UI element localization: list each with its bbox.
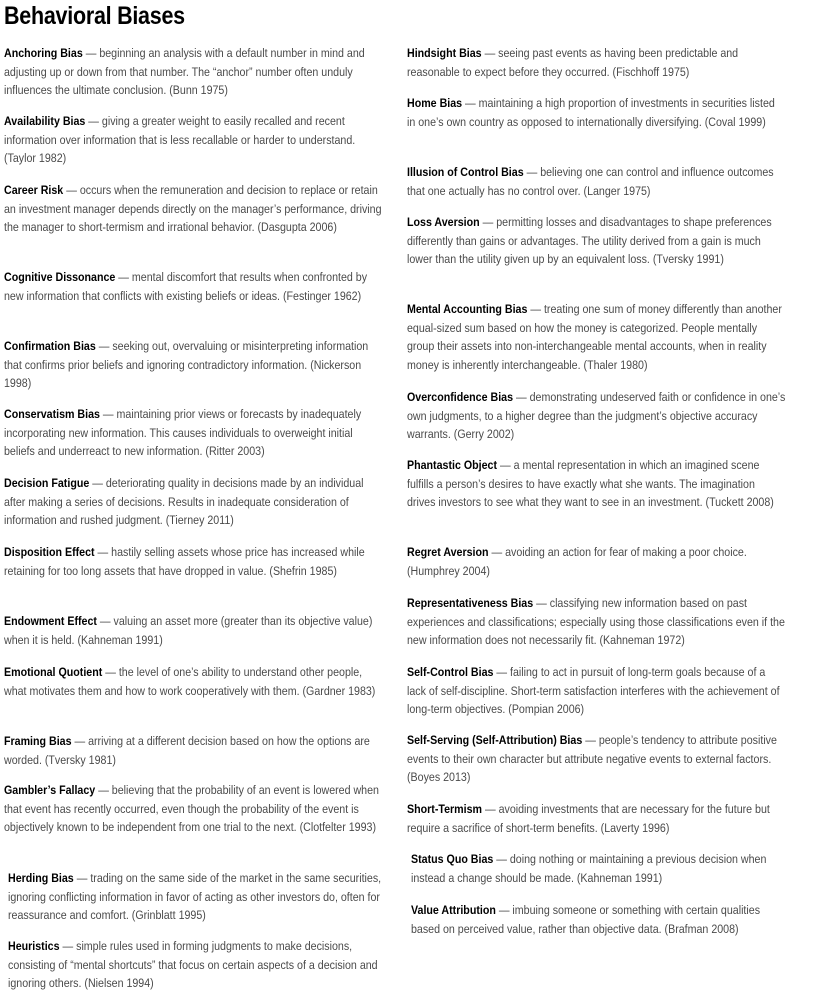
glossary-definition: — imbuing someone or something with certain qualities based on perceived value, rather than objective data. (Brafman 2008) bbox=[411, 903, 761, 936]
glossary-definition: — avoiding investments that are necessary for the future but require a sacrifice of short-term benefits. (Laverty 1996) bbox=[407, 802, 770, 835]
glossary-term: Anchoring Bias bbox=[4, 46, 83, 60]
glossary-entry bbox=[407, 543, 785, 580]
glossary-entry bbox=[4, 612, 382, 649]
glossary-term: Short-Termism bbox=[407, 802, 483, 816]
glossary-term: Illusion of Control Bias bbox=[407, 165, 524, 179]
glossary-definition: — the level of one’s ability to understand other people, what motivates them and how to work cooperatively with them. (Gardner 1983) bbox=[4, 665, 376, 698]
glossary-term: Status Quo Bias bbox=[411, 852, 494, 866]
glossary-entry bbox=[8, 869, 386, 925]
glossary-entry bbox=[8, 937, 386, 993]
glossary-definition: — people’s tendency to attribute positive events to their own character but attribute negative events to external factors. (Boyes 2013) bbox=[407, 733, 777, 785]
glossary-term: Career Risk bbox=[4, 183, 64, 197]
glossary-term: Cognitive Dissonance bbox=[4, 270, 116, 284]
glossary-definition: — mental discomfort that results when confronted by new information that conflicts with existing beliefs or ideas. (Festinger 1962) bbox=[4, 270, 368, 303]
glossary-entry bbox=[407, 594, 785, 650]
glossary-definition: — classifying new information based on past experiences and classifications; especially using those classifications even if the new information does not necessarily fit. (Kahneman 1972) bbox=[407, 596, 785, 648]
glossary-term: Disposition Effect bbox=[4, 545, 95, 559]
glossary-entry bbox=[4, 405, 382, 461]
glossary-definition: — believing that the probability of an event is lowered when that event has recently occurred, even though the probability of the event is objectively known to be independent from one trial to the next. (Clotfelter 1993) bbox=[4, 783, 379, 835]
glossary-definition: — valuing an asset more (greater than its objective value) when it is held. (Kahneman 1991) bbox=[4, 614, 373, 647]
glossary-entry bbox=[407, 731, 785, 787]
glossary-entry bbox=[4, 543, 382, 580]
page-title: Behavioral Biases bbox=[4, 2, 185, 30]
glossary-entry bbox=[407, 456, 785, 512]
glossary-term: Mental Accounting Bias bbox=[407, 302, 528, 316]
glossary-term: Decision Fatigue bbox=[4, 476, 90, 490]
glossary-entry bbox=[407, 663, 785, 719]
glossary-entry bbox=[411, 850, 789, 887]
glossary-definition: — maintaining prior views or forecasts by inadequately incorporating new information. This causes individuals to overweight initial beliefs and underreact to new information. (Ritter 2003) bbox=[4, 407, 362, 459]
glossary-definition: — doing nothing or maintaining a previous decision when instead a change should be made. (Kahneman 1991) bbox=[411, 852, 767, 885]
glossary-definition: — seeking out, overvaluing or misinterpreting information that confirms prior beliefs and ignoring contradictory information. (Nickerson 1998) bbox=[4, 339, 369, 391]
glossary-entry bbox=[407, 300, 785, 374]
glossary-term: Regret Aversion bbox=[407, 545, 489, 559]
glossary-term: Herding Bias bbox=[8, 871, 74, 885]
glossary-term: Representativeness Bias bbox=[407, 596, 534, 610]
glossary-entry bbox=[407, 800, 785, 837]
glossary-definition: — deteriorating quality in decisions made by an individual after making a series of decisions. Results in inadequate consideration of information and rushed judgment. (Tierney 2011) bbox=[4, 476, 364, 528]
glossary-term: Availability Bias bbox=[4, 114, 86, 128]
glossary-term: Home Bias bbox=[407, 96, 463, 110]
glossary-entry bbox=[4, 337, 382, 393]
glossary-definition: — failing to act in pursuit of long-term goals because of a lack of self-discipline. Short-term satisfaction interferes with the achievement of long-term objectives. (Pompian 2006) bbox=[407, 665, 780, 717]
glossary-entry bbox=[4, 181, 382, 237]
glossary-term: Loss Aversion bbox=[407, 215, 480, 229]
glossary-definition: — maintaining a high proportion of investments in securities listed in one’s own country as opposed to internationally diversifying. (Coval 1999) bbox=[407, 96, 775, 129]
glossary-term: Self-Serving (Self-Attribution) Bias bbox=[407, 733, 583, 747]
glossary-definition: — demonstrating undeserved faith or confidence in one’s own judgments, to a higher degree than the judgment’s objective accuracy warrants. (Gerry 2002) bbox=[407, 390, 786, 442]
glossary-term: Heuristics bbox=[8, 939, 60, 953]
glossary-entry bbox=[407, 94, 785, 131]
glossary-entry bbox=[407, 213, 785, 269]
glossary-entry bbox=[411, 901, 789, 938]
glossary-entry bbox=[407, 163, 785, 200]
glossary-definition: — giving a greater weight to easily recalled and recent information over information that is less recallable or harder to understand. (Taylor 1982) bbox=[4, 114, 356, 166]
glossary-definition: — permitting losses and disadvantages to shape preferences differently than gains or advantages. The utility derived from a gain is much lower than the utility given up by an equivalent loss. (Tversky 1991) bbox=[407, 215, 772, 267]
glossary-term: Emotional Quotient bbox=[4, 665, 103, 679]
glossary-term: Framing Bias bbox=[4, 734, 72, 748]
glossary-entry bbox=[407, 44, 785, 81]
glossary-term: Overconfidence Bias bbox=[407, 390, 514, 404]
glossary-entry bbox=[4, 474, 382, 530]
glossary-definition: — avoiding an action for fear of making a poor choice. (Humphrey 2004) bbox=[407, 545, 747, 578]
glossary-term: Conservatism Bias bbox=[4, 407, 100, 421]
glossary-entry bbox=[4, 268, 382, 305]
glossary-entry bbox=[4, 781, 382, 837]
glossary-definition: — a mental representation in which an imagined scene fulfills a person’s desires to have exactly what she wants. The imagination drives investors to see what they want to see in an investment. (Tuckett 2008) bbox=[407, 458, 774, 510]
glossary-definition: — occurs when the remuneration and decision to replace or retain an investment manager depends directly on the manager’s performance, driving the manager to short-termism and irrational behavior. (Dasgupta 2006) bbox=[4, 183, 382, 235]
glossary-term: Phantastic Object bbox=[407, 458, 498, 472]
glossary-term: Gambler’s Fallacy bbox=[4, 783, 96, 797]
glossary-entry bbox=[4, 732, 382, 769]
glossary-term: Hindsight Bias bbox=[407, 46, 482, 60]
glossary-definition: — seeing past events as having been predictable and reasonable to expect before they occurred. (Fischhoff 1975) bbox=[407, 46, 739, 79]
glossary-definition: — simple rules used in forming judgments to make decisions, consisting of “mental shortcuts” that focus on certain aspects of a decision and ignoring others. (Nielsen 1994) bbox=[8, 939, 378, 991]
glossary-term: Endowment Effect bbox=[4, 614, 97, 628]
glossary-entry bbox=[4, 112, 382, 168]
glossary-entry bbox=[4, 44, 382, 100]
glossary-definition: — arriving at a different decision based on how the options are worded. (Tversky 1981) bbox=[4, 734, 370, 767]
glossary-term: Value Attribution bbox=[411, 903, 496, 917]
glossary-definition: — hastily selling assets whose price has increased while retaining for too long assets that have dropped in value. (Shefrin 1985) bbox=[4, 545, 365, 578]
glossary-definition: — believing one can control and influence outcomes that one actually has no control over. (Langer 1975) bbox=[407, 165, 774, 198]
glossary-term: Self-Control Bias bbox=[407, 665, 494, 679]
glossary-entry bbox=[4, 663, 382, 700]
glossary-entry bbox=[407, 388, 785, 444]
glossary-definition: — treating one sum of money differently than another equal-sized sum based on how the money is categorized. People mentally group their assets into non-interchangeable mental accounts, when in reality money is inherently interchangeable. (Thaler 1980) bbox=[407, 302, 782, 372]
glossary-term: Confirmation Bias bbox=[4, 339, 96, 353]
glossary-definition: — beginning an analysis with a default number in mind and adjusting up or down from that number. The “anchor” number often unduly influences the ultimate conclusion. (Bunn 1975) bbox=[4, 46, 365, 98]
glossary-definition: — trading on the same side of the market in the same securities, ignoring conflicting information in favor of acting as other investors do, often for reassurance and comfort. (Grinblatt 1995) bbox=[8, 871, 382, 923]
